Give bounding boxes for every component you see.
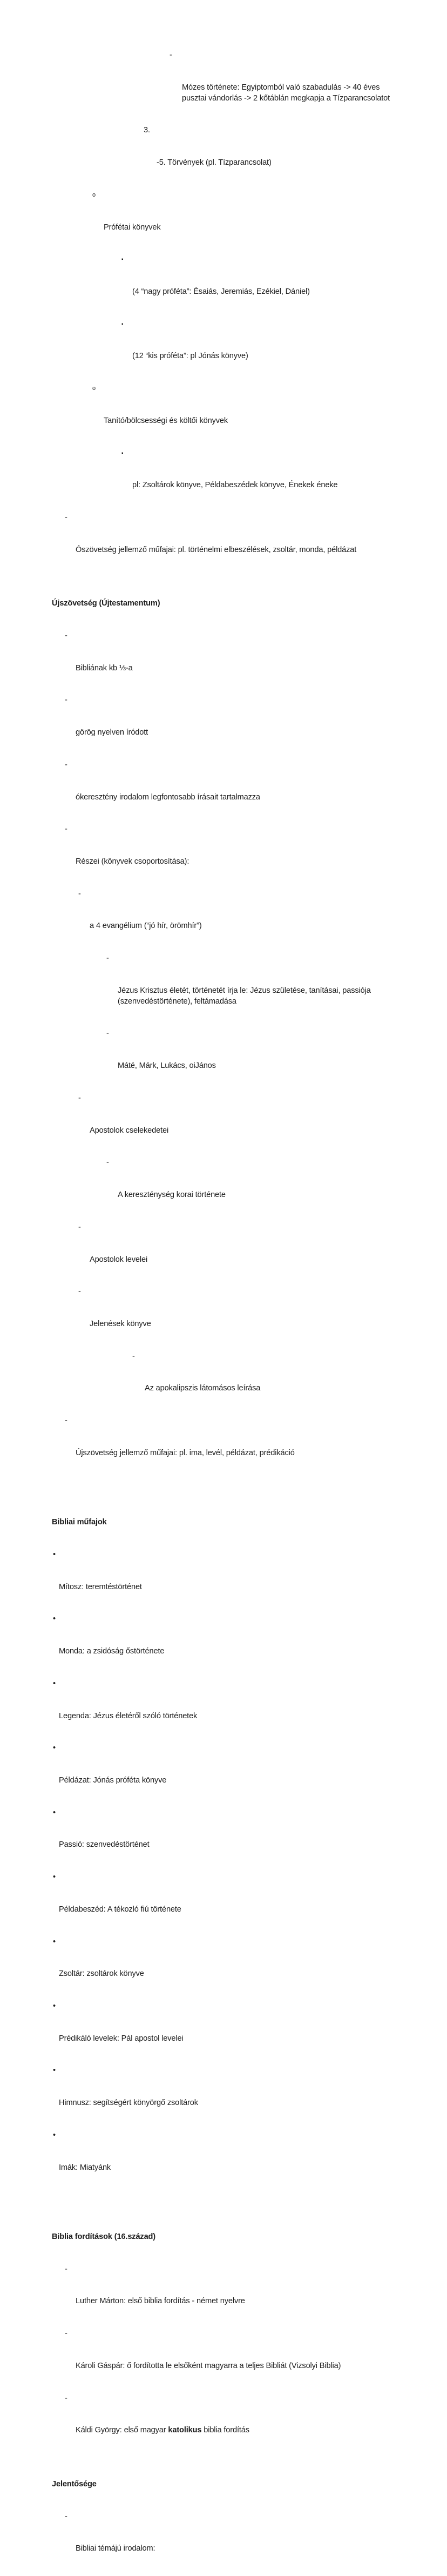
list-item-revelation-detail: - Az apokalipszis látomásos leírása	[132, 1351, 397, 1416]
heading-biblical-genres	[52, 1496, 397, 1550]
section-spacer	[52, 1481, 397, 1491]
list-item-text: Monda: a zsidóság őstörténete	[59, 1647, 165, 1656]
list-item-wisdom-examples: ▪ pl: Zsoltárok könyve, Példabeszédek könyve, Énekek éneke	[121, 448, 397, 513]
list-item-text: Az apokalipszis látomásos leírása	[145, 1384, 261, 1393]
list-item-text: Bibliának kb ⅓-a	[76, 663, 133, 672]
list-item-text: Bibliai témájú irodalom:	[76, 2544, 155, 2553]
list-item-nt-0: - Bibliának kb ⅓-a	[65, 631, 397, 695]
list-item-laws: 3. -5. Törvények (pl. Tízparancsolat)	[144, 125, 397, 190]
list-item-text: Mítosz: teremtéstörténet	[59, 1582, 142, 1591]
list-item-genre-2: • Legenda: Jézus életéről szóló történetek	[53, 1679, 397, 1743]
list-item-text: Passió: szenvedéstörténet	[59, 1840, 150, 1849]
section-spacer	[52, 1491, 397, 1496]
list-item-genre-0: • Mítosz: teremtéstörténet	[53, 1550, 397, 1614]
list-item-text: Jézus Krisztus életét, történetét írja le: Jézus születése, tanításai, passiója (szenvedéstörténete), feltámadása	[118, 986, 373, 1006]
list-item-text: Károli Gáspár: ő fordította le elsőként magyarra a teljes Bibliát (Vizsolyi Biblia)	[76, 2361, 341, 2370]
list-item-text: a 4 evangélium (“jó hír, örömhír”)	[90, 922, 202, 931]
list-item-nt-genres: - Újszövetség jellemző műfajai: pl. ima, levél, példázat, prédikáció	[65, 1416, 397, 1480]
list-item-moses: - Mózes története: Egyiptomból való szabadulás -> 40 éves pusztai vándorlás -> 2 kőtáblán megkapja a Tízparancsolatot	[170, 50, 397, 125]
list-item-genre-4: • Passió: szenvedéstörténet	[53, 1808, 397, 1872]
heading-translations	[52, 2210, 397, 2264]
list-item-minor-prophets: ▪ (12 “kis próféta”: pl Jónás könyve)	[121, 319, 397, 384]
list-item-genre-7: • Prédikáló levelek: Pál apostol levelei	[53, 2001, 397, 2066]
list-item-text: Apostolok levelei	[90, 1255, 148, 1264]
heading-text: Bibliai műfajok	[52, 1518, 107, 1527]
heading-text: Jelentősége	[52, 2479, 97, 2488]
section-spacer	[52, 2205, 397, 2210]
list-item-text: Példázat: Jónás próféta könyve	[59, 1775, 167, 1785]
list-item-text: pl: Zsoltárok könyve, Példabeszédek könyve, Énekek éneke	[132, 481, 338, 490]
list-item-prophetic-books: o Prófétai könyvek	[92, 190, 397, 254]
list-item-text: ókeresztény irodalom legfontosabb írásait tartalmazza	[76, 792, 260, 802]
list-item-text: Legenda: Jézus életéről szóló történetek	[59, 1711, 198, 1720]
list-item-text: Himnusz: segítségért könyörgő zsoltárok	[59, 2099, 198, 2108]
list-item-translation-0: - Luther Márton: első biblia fordítás - német nyelvre	[65, 2264, 397, 2329]
list-item-gospels: - a 4 evangélium (“jó hír, örömhír”)	[78, 889, 397, 953]
list-item-text: Prédikáló levelek: Pál apostol levelei	[59, 2034, 184, 2043]
list-item-genre-6: • Zsoltár: zsoltárok könyve	[53, 1937, 397, 2001]
heading-significance	[52, 2458, 397, 2512]
list-item-genre-3: • Példázat: Jónás próféta könyve	[53, 1743, 397, 1807]
list-item-nt-3: - Részei (könyvek csoportosítása):	[65, 824, 397, 889]
list-item-text: Részei (könyvek csoportosítása):	[76, 857, 189, 866]
list-item-translation-kaldi: - Káldi György: első magyar katolikus biblia fordítás	[65, 2393, 397, 2458]
list-item-genre-5: • Példabeszéd: A tékozló fiú története	[53, 1872, 397, 1936]
list-item-nt-2: - ókeresztény irodalom legfontosabb írásait tartalmazza	[65, 760, 397, 824]
list-item-significance: - Bibliai témájú irodalom:	[65, 2512, 397, 2576]
list-item-text: Luther Márton: első biblia fordítás - német nyelvre	[76, 2297, 245, 2306]
list-item-text: Újszövetség jellemző műfajai: pl. ima, levél, példázat, prédikáció	[76, 1448, 295, 1457]
list-item-text: Zsoltár: zsoltárok könyve	[59, 1969, 144, 1979]
list-item-text: Mózes története: Egyiptomból való szabadulás -> 40 éves pusztai vándorlás -> 2 kőtáblán megkapja a Tízparancsolatot	[182, 83, 390, 103]
list-item-text: Apostolok cselekedetei	[90, 1126, 169, 1135]
list-item-epistles: - Apostolok levelei	[78, 1222, 397, 1287]
kaldi-suffix: biblia fordítás	[201, 2426, 249, 2435]
list-item-genre-1: • Monda: a zsidóság őstörténete	[53, 1614, 397, 1678]
kaldi-emphasis: katolikus	[168, 2426, 202, 2435]
list-item-text	[65, 2425, 397, 2436]
list-item-text: Imák: Miatyánk	[59, 2163, 111, 2172]
list-item-translation-1: - Károli Gáspár: ő fordította le elsőként magyarra a teljes Bibliát (Vizsolyi Biblia)	[65, 2329, 397, 2393]
list-item-revelation: - Jelenések könyve	[78, 1287, 397, 1351]
list-item-text: Máté, Márk, Lukács, oiJános	[118, 1061, 216, 1071]
list-item-genre-9: • Imák: Miatyánk	[53, 2130, 397, 2195]
heading-new-testament	[52, 577, 397, 631]
list-item-ot-genres: - Ószövetség jellemző műfajai: pl. történelmi elbeszélések, zsoltár, monda, példázat	[65, 513, 397, 577]
list-item-text: (4 “nagy próféta”: Ésaiás, Jeremiás, Ezékiel, Dániel)	[132, 287, 310, 296]
list-item-major-prophets: ▪ (4 “nagy próféta”: Ésaiás, Jeremiás, Ezékiel, Dániel)	[121, 254, 397, 319]
list-item-genre-8: • Himnusz: segítségért könyörgő zsoltárok	[53, 2066, 397, 2130]
list-item-nt-1: - görög nyelven íródott	[65, 695, 397, 759]
document-body	[52, 50, 397, 2576]
list-item-wisdom-books: o Tanító/bölcsességi és költői könyvek	[92, 384, 397, 448]
list-item-text: Ószövetség jellemző műfajai: pl. történelmi elbeszélések, zsoltár, monda, példázat	[76, 545, 357, 554]
list-item-text: -5. Törvények (pl. Tízparancsolat)	[157, 158, 272, 167]
kaldi-prefix: Káldi György: első magyar	[76, 2426, 168, 2435]
list-item-acts: - Apostolok cselekedetei	[78, 1093, 397, 1158]
section-spacer	[52, 2195, 397, 2205]
list-item-text: Tanító/bölcsességi és költői könyvek	[104, 416, 228, 425]
list-item-text: görög nyelven íródott	[76, 728, 148, 737]
list-item-gospel-detail-1: - Máté, Márk, Lukács, oiJános	[106, 1028, 397, 1093]
heading-text: Biblia fordítások (16.század)	[52, 2232, 156, 2242]
list-item-gospel-detail-0: - Jézus Krisztus életét, történetét írja le: Jézus születése, tanításai, passiója (szenvedéstörténete), feltámadása	[106, 953, 397, 1028]
list-item-text: Jelenések könyve	[90, 1319, 151, 1328]
heading-text: Újszövetség (Újtestamentum)	[52, 599, 160, 608]
list-item-text: (12 “kis próféta”: pl Jónás könyve)	[132, 352, 248, 361]
list-item-text: A kereszténység korai története	[118, 1191, 226, 1200]
list-item-text: Példabeszéd: A tékozló fiú története	[59, 1905, 181, 1914]
list-item-text: Prófétai könyvek	[104, 223, 161, 232]
list-item-acts-detail: - A kereszténység korai története	[106, 1158, 397, 1222]
